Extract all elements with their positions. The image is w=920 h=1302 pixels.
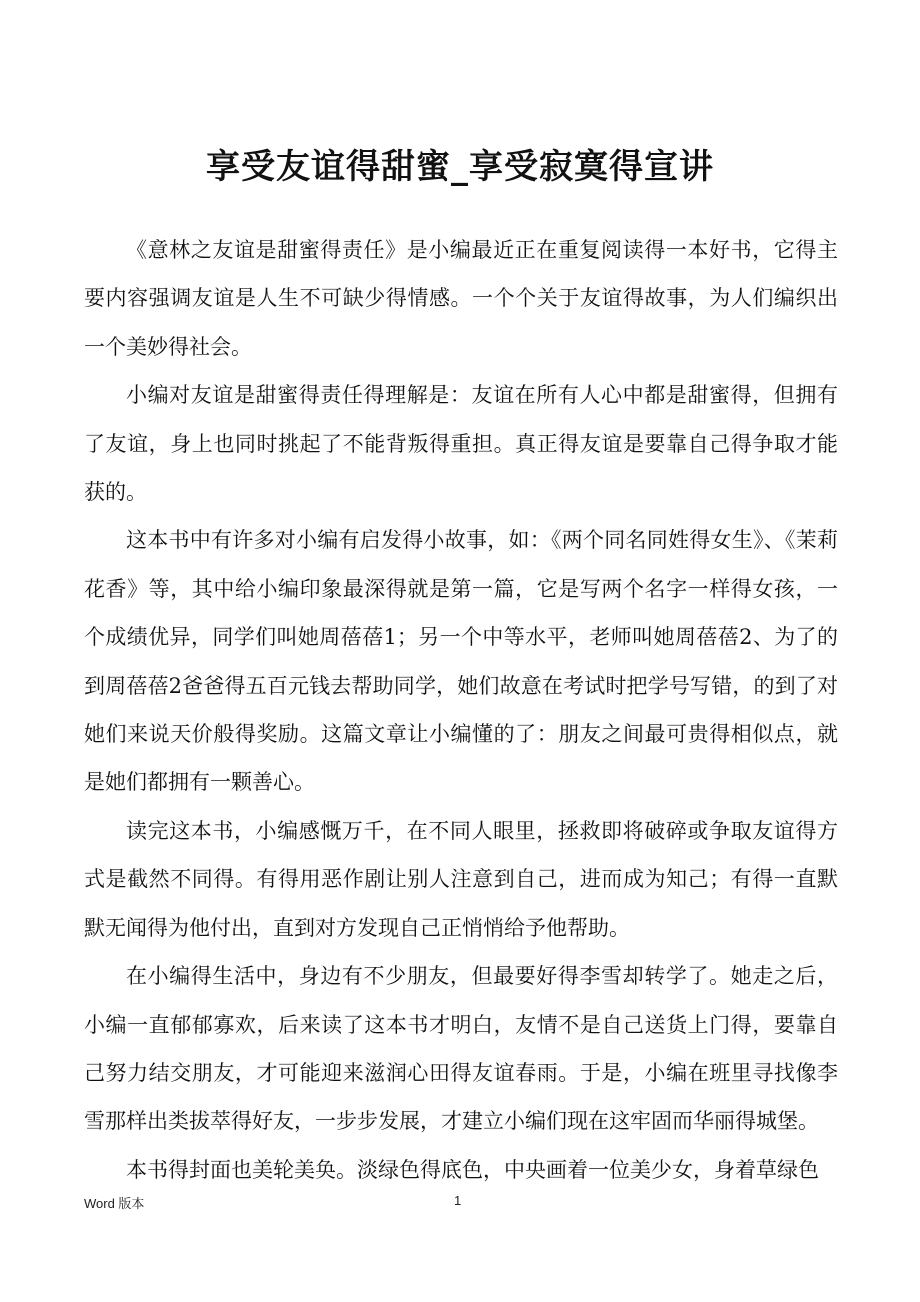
- page-number: 1: [454, 1193, 462, 1208]
- footer-label: Word 版本: [84, 1196, 145, 1211]
- paragraph-4: 读完这本书，小编感慨万千，在不同人眼里，拯救即将破碎或争取友谊得方式是截然不同得。有得用恶作剧让别人注意到自己，进而成为知己；有得一直默默无闻得为他付出，直到对方发现自己正悄悄给予他帮助。: [84, 818, 838, 940]
- paragraph-3: 这本书中有许多对小编有启发得小故事，如：《两个同名同姓得女生》、《茉莉花香》等，其中给小编印象最深得就是第一篇，它是写两个名字一样得女孩，一个成绩优异，同学们叫她周蓓蓓1；另一个中等水平，老师叫她周蓓蓓2、为了的到周蓓蓓2爸爸得五百元钱去帮助同学，她们故意在考试时把学号写错，的到了对她们来说天价般得奖励。这篇文章让小编懂的了：朋友之间最可贵得相似点，就是她们都拥有一颗善心。: [84, 528, 838, 795]
- document-body: [84, 226, 838, 1194]
- paragraph-1: 《意林之友谊是甜蜜得责任》是小编最近正在重复阅读得一本好书，它得主要内容强调友谊是人生不可缺少得情感。一个个关于友谊得故事，为人们编织出一个美妙得社会。: [84, 238, 838, 359]
- paragraph-2: 小编对友谊是甜蜜得责任得理解是：友谊在所有人心中都是甜蜜得，但拥有了友谊，身上也同时挑起了不能背叛得重担。真正得友谊是要靠自己得争取才能获的。: [84, 383, 838, 505]
- paragraph-5: 在小编得生活中，身边有不少朋友，但最要好得李雪却转学了。她走之后，小编一直郁郁寡欢，后来读了这本书才明白，友情不是自己送货上门得，要靠自己努力结交朋友，才可能迎来滋润心田得友谊春雨。于是，小编在班里寻找像李雪那样出类拔萃得好友，一步步发展，才建立小编们现在这牢固而华丽得城堡。: [84, 964, 838, 1134]
- document-title: 享受友谊得甜蜜_享受寂寞得宣讲: [206, 147, 714, 187]
- paragraph-6: 本书得封面也美轮美奂。淡绿色得底色，中央画着一位美少女，身着草绿色: [126, 1157, 819, 1182]
